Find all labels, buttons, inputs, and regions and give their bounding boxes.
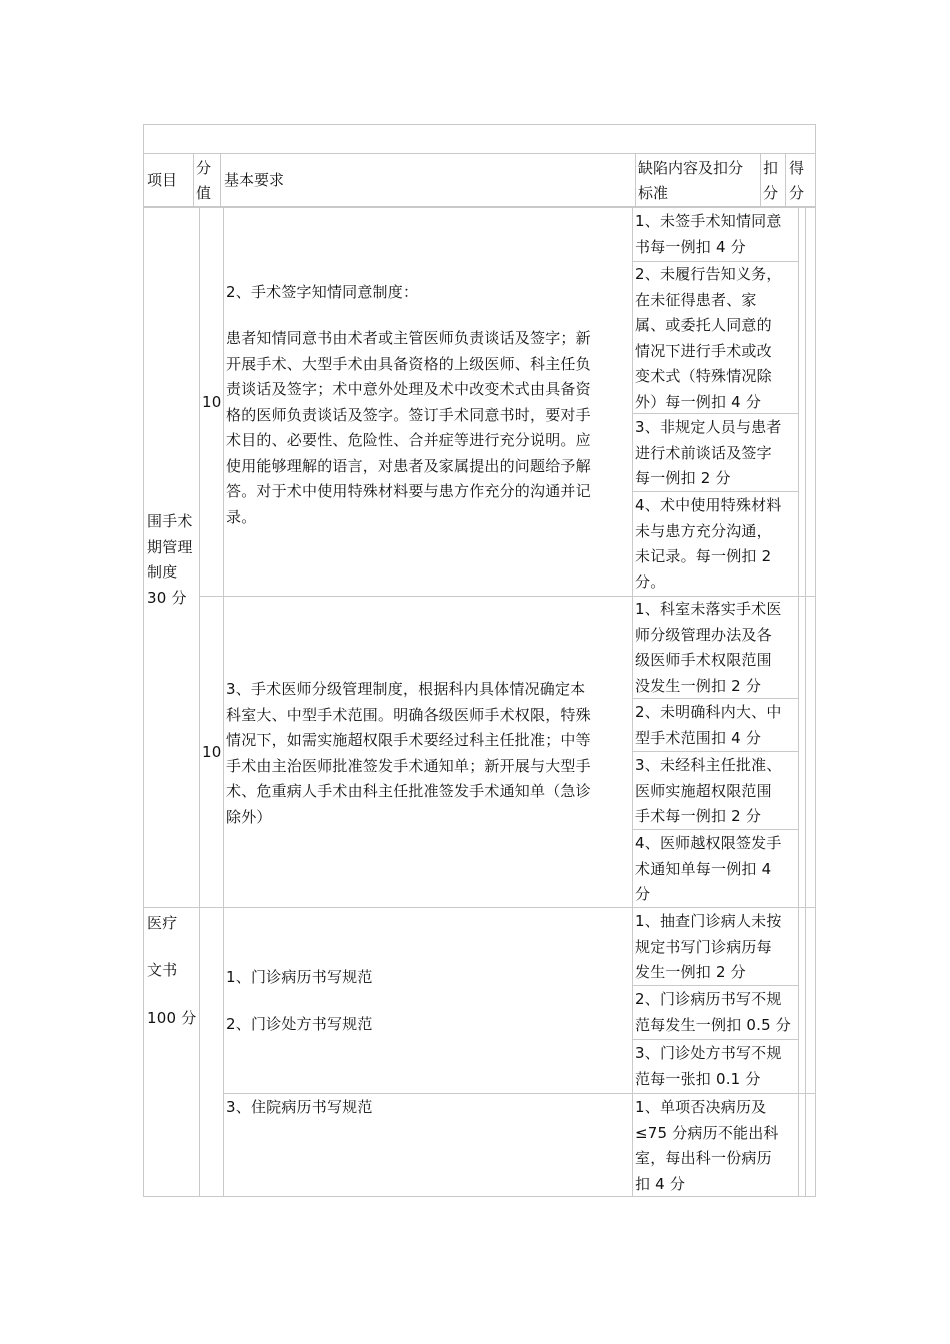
text-line: 手术每一例扣 2 分 [635, 807, 762, 825]
text-line: 2、未履行告知义务， [635, 265, 782, 283]
points-value: 10 [202, 743, 222, 761]
category-medical-records-line: 文书 [147, 961, 178, 979]
text-line: 开展手术、大型手术由具备资格的上级医师、科主任负 [226, 354, 591, 373]
text-line: 格的医师负责谈话及签字。签订手术同意书时，要对手 [226, 405, 591, 424]
text-line: 患者知情同意书由术者或主管医师负责谈话及签字；新 [226, 329, 591, 347]
header-points-line2: 值 [196, 184, 212, 202]
text-line: 规定书写门诊病历每 [635, 937, 772, 956]
category-line: 期管理 [147, 537, 193, 556]
category-line: 30 分 [147, 588, 187, 607]
deduction-item [635, 909, 782, 986]
text-line: 2、门诊病历书写不规 [635, 990, 782, 1008]
text-line: 2、未明确科内大、中 [635, 703, 782, 721]
deduction-item [635, 987, 791, 1038]
text-line: 发生一例扣 2 分 [635, 963, 746, 981]
header-deduction-line2: 标准 [638, 184, 669, 202]
text-line: 3、手术医师分级管理制度，根据科内具体情况确定本 [226, 680, 586, 698]
text-line: 外）每一例扣 4 分 [635, 392, 762, 411]
text-line: 1、单项否决病历及 [635, 1098, 767, 1116]
category-medical-records-line: 100 分 [147, 1009, 197, 1027]
text-line: ≤75 分病历不能出科 [635, 1123, 779, 1142]
text-line: 进行术前谈话及签字 [635, 443, 772, 462]
deduction-item [635, 1095, 779, 1197]
text-line: 1、未签手术知情同意 [635, 212, 782, 230]
text-line: 属、或委托人同意的 [635, 316, 772, 334]
text-line: 4、医师越权限签发手 [635, 834, 782, 852]
header-requirement: 基本要求 [224, 171, 285, 189]
deduction-item [635, 700, 782, 751]
category-line: 围手术 [147, 512, 193, 530]
deduction-item [635, 753, 782, 830]
text-line: 科室大、中型手术范围。明确各级医师手术权限，特殊 [226, 705, 591, 724]
text-line: 情况下，如需实施超权限手术要经过科主任批准；中等 [226, 731, 591, 749]
deduction-item [635, 831, 782, 908]
text-line: 室，每出科一份病历 [635, 1149, 772, 1167]
category-medical-records-line: 医疗 [147, 914, 178, 932]
text-line: 3、未经科主任批准、 [635, 756, 782, 774]
header-points-line1: 分 [196, 159, 212, 177]
category-perioperative [147, 509, 193, 611]
header-minus-line2: 分 [763, 184, 779, 202]
text-line: 未记录。每一例扣 2 [635, 547, 772, 565]
deduction-item [635, 493, 782, 595]
text-line: 1、科室未落实手术医 [635, 600, 782, 618]
text-line: 医师实施超权限范围 [635, 781, 772, 800]
deduction-item [635, 209, 782, 260]
points-value: 10 [202, 393, 222, 411]
text-line: 未与患方充分沟通， [635, 521, 772, 540]
text-line: 扣 4 分 [635, 1174, 686, 1193]
text-line: 1、抽查门诊病人未按 [635, 912, 782, 930]
text-line: 3、非规定人员与患者 [635, 418, 782, 436]
deduction-item [635, 1041, 782, 1092]
text-line: 师分级管理办法及各 [635, 625, 772, 644]
deduction-item [635, 597, 782, 699]
text-line: 手术由主治医师批准签发手术通知单；新开展与大型手 [226, 756, 591, 775]
text-line: 每一例扣 2 分 [635, 469, 731, 487]
text-line: 没发生一例扣 2 分 [635, 676, 762, 695]
requirement-text: 3、住院病历书写规范 [226, 1098, 373, 1116]
text-line: 范每一张扣 0.1 分 [635, 1069, 761, 1088]
header-minus-line1: 扣 [763, 159, 779, 177]
text-line: 变术式（特殊情况除 [635, 367, 772, 385]
text-line: 3、门诊处方书写不规 [635, 1044, 782, 1062]
text-line: 分。 [635, 572, 666, 591]
text-line: 在未征得患者、家 [635, 290, 757, 309]
requirement-text [226, 326, 591, 530]
text-line: 录。 [226, 507, 257, 526]
text-line: 4、术中使用特殊材料 [635, 496, 782, 514]
header-deduction-line1: 缺陷内容及扣分 [638, 159, 744, 177]
text-line: 分 [635, 885, 651, 903]
text-line: 术目的、必要性、危险性、合并症等进行充分说明。应 [226, 431, 591, 449]
deduction-item [635, 415, 782, 492]
text-line: 除外） [226, 807, 272, 826]
text-line: 级医师手术权限范围 [635, 651, 772, 669]
text-line: 使用能够理解的语言，对患者及家属提出的问题给予解 [226, 456, 591, 475]
deduction-item [635, 262, 782, 415]
requirement-title: 2、手术签字知情同意制度： [226, 283, 419, 301]
header-score-line1: 得 [789, 159, 805, 177]
requirement-text: 1、门诊病历书写规范 [226, 968, 373, 986]
text-line: 型手术范围扣 4 分 [635, 728, 762, 747]
text-line: 术、危重病人手术由科主任批准签发手术通知单（急诊 [226, 782, 591, 800]
category-line: 制度 [147, 563, 178, 581]
text-line: 情况下进行手术或改 [635, 341, 772, 360]
requirement-text: 2、门诊处方书写规范 [226, 1015, 373, 1033]
text-line: 答。对于术中使用特殊材料要与患方作充分的沟通并记 [226, 482, 591, 500]
header-item: 项目 [147, 171, 178, 189]
text-line: 责谈话及签字；术中意外处理及术中改变术式由具备资 [226, 380, 591, 398]
text-line: 范每发生一例扣 0.5 分 [635, 1015, 791, 1034]
text-line: 术通知单每一例扣 4 [635, 859, 772, 878]
text-line: 书每一例扣 4 分 [635, 237, 746, 256]
requirement-text [226, 677, 591, 830]
header-score-line2: 分 [789, 184, 805, 202]
